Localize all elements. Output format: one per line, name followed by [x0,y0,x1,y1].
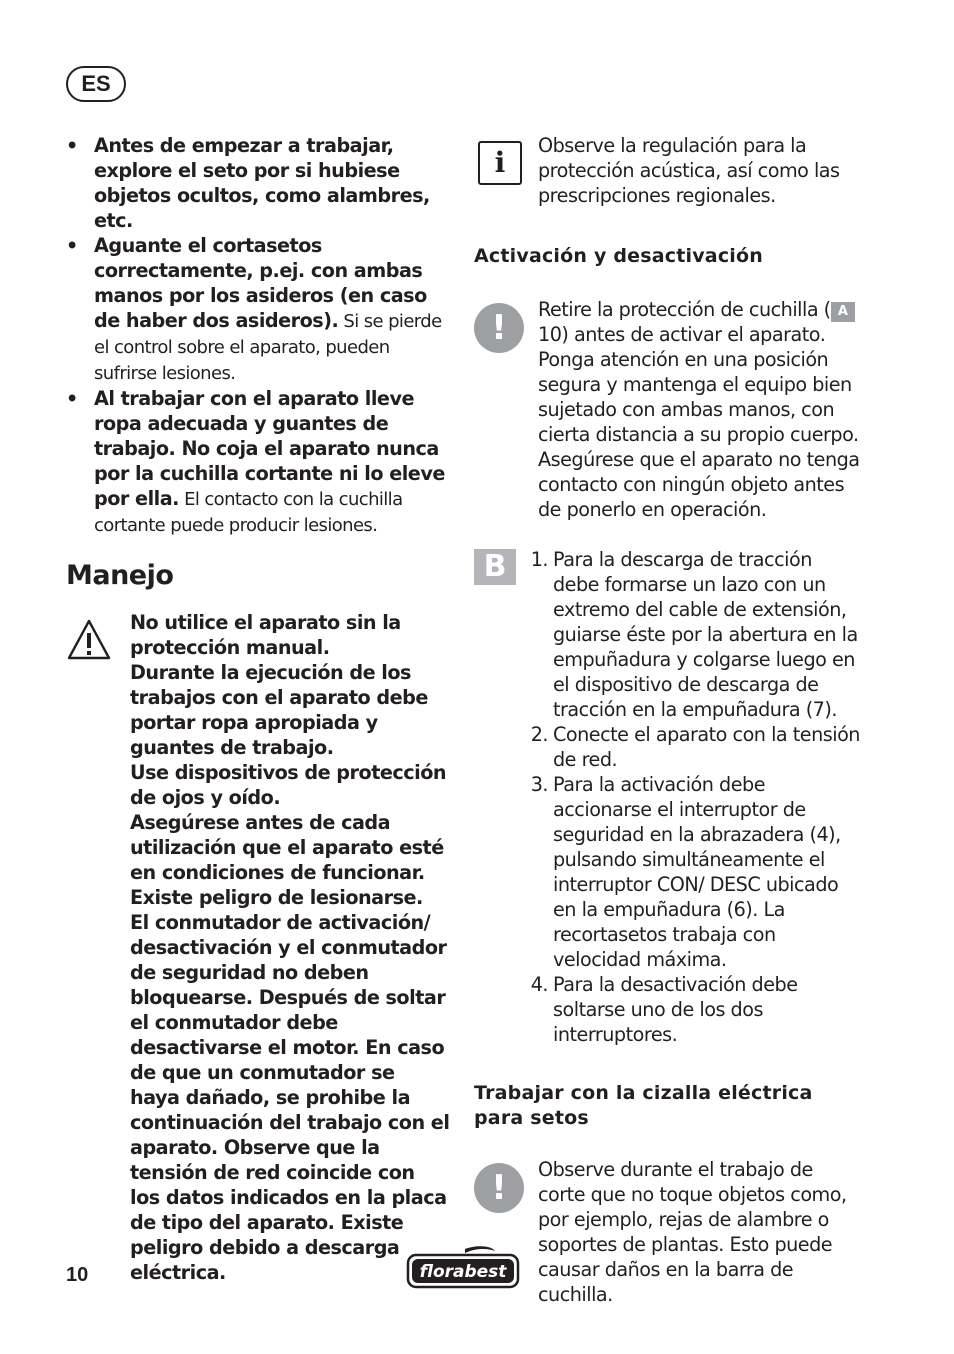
info-icon: i [478,141,522,185]
list-item: 3. Para la activación debe accionarse el interruptor de seguridad en la abrazadera (4), pulsando simultáneamente el interruptor CON/ DESC ubicado en la empuñadura (6). La recortasetos trabaja con velocidad máxima. [530,773,841,971]
bullet-bold-text: Antes de empezar a trabajar, explore el seto por si hubiese objetos ocultos, como alambres, etc. [94,134,430,232]
section-heading-activacion: Activación y desactivación [474,245,763,267]
trabajar-note [474,1157,864,1307]
note-text-part: 10) antes de activar el aparato. Ponga atención en una posición segura y mantenga el equipo bien sujetado con ambas manos, con cierta distancia a su propio cuerpo. Asegúrese que el aparato no tenga contacto con ningún objeto antes de ponerlo en operación. [538,323,860,521]
info-note [474,133,864,208]
note-text-part: Retire la protección de cuchilla ( [538,298,831,321]
warning-block [66,610,450,1285]
language-badge: ES [66,66,126,102]
warning-line: Use dispositivos de protección de ojos y oído. [130,761,447,809]
warning-line: El conmutador de activación/ desactivación y el conmutador de seguridad no deben bloquearse. Después de soltar el conmutador debe desactivarse el motor. En caso de que un conmutador se haya dañado, se prohibe la continuación del trabajo con el aparato. Observe que la tensión de red coincide con los datos indicados en la placa de tipo del aparato. Existe peligro debido a descarga eléctrica. [130,911,450,1284]
activacion-note [474,297,864,522]
warning-line: Durante la ejecución de los trabajos con el aparato debe portar ropa apropiada y guantes de trabajo. [130,661,428,759]
safety-bullet [66,233,450,386]
right-column [474,133,864,1307]
list-item: 1. Para la descarga de tracción debe formarse un lazo con un extremo del cable de extensión, guiarse éste por la abertura en la empuñadura y colgarse luego en el dispositivo de descarga de tracción en la empuñadura (7). [530,548,858,721]
page-number: 10 [66,1264,89,1286]
logo-text: florabest [419,1262,507,1282]
trabajar-note-text: Observe durante el trabajo de corte que no toque objetos como, por ejemplo, rejas de alambre o soportes de plantas. Esto puede causar daños en la barra de cuchilla. [538,1158,847,1306]
list-item: 2. Conecte el aparato con la tensión de red. [530,723,860,771]
warning-text [130,610,450,1285]
section-heading-trabajar: Trabajar con la cizalla eléctrica para setos [474,1082,813,1129]
list-item: 4. Para la desactivación debe soltarse uno de los dos interruptores. [530,973,798,1046]
steps-block [474,547,864,1047]
bullet-bold-text: Aguante el cortasetos correctamente, p.ej. con ambas manos por los asideros (en caso de haber dos asideros). [94,234,427,332]
exclamation-icon: ! [474,1163,524,1213]
section-heading-manejo: Manejo [66,560,174,591]
activacion-note-text [538,297,860,522]
bullet-normal-text: El contacto con la cuchilla cortante puede producir lesiones. [94,489,403,536]
bullet-bold-text: Al trabajar con el aparato lleve ropa adecuada y guantes de trabajo. No coja el aparato nunca por la cuchilla cortante ni lo eleve por ella. [94,387,445,510]
bullet-marker: • [66,134,78,157]
warning-line: No utilice el aparato sin la protección manual. [130,611,401,659]
figure-a-badge: A [831,302,855,322]
left-column [66,133,450,1285]
bullet-normal-text: Si se pierde el control sobre el aparato, pueden sufrirse lesiones. [94,311,442,384]
info-note-text: Observe la regulación para la protección acústica, así como las prescripciones regionales. [538,134,840,207]
bullet-marker: • [66,234,78,257]
bullet-marker: • [66,387,78,410]
florabest-logo [405,1245,521,1295]
warning-line: Asegúrese antes de cada utilización que el aparato esté en condiciones de funcionar. Existe peligro de lesionarse. [130,811,444,909]
exclamation-icon: ! [474,303,524,353]
figure-b-badge: B [474,549,516,585]
steps-list [526,547,860,1047]
safety-bullet [66,133,450,233]
safety-bullet [66,386,450,538]
warning-triangle-icon [66,618,112,662]
